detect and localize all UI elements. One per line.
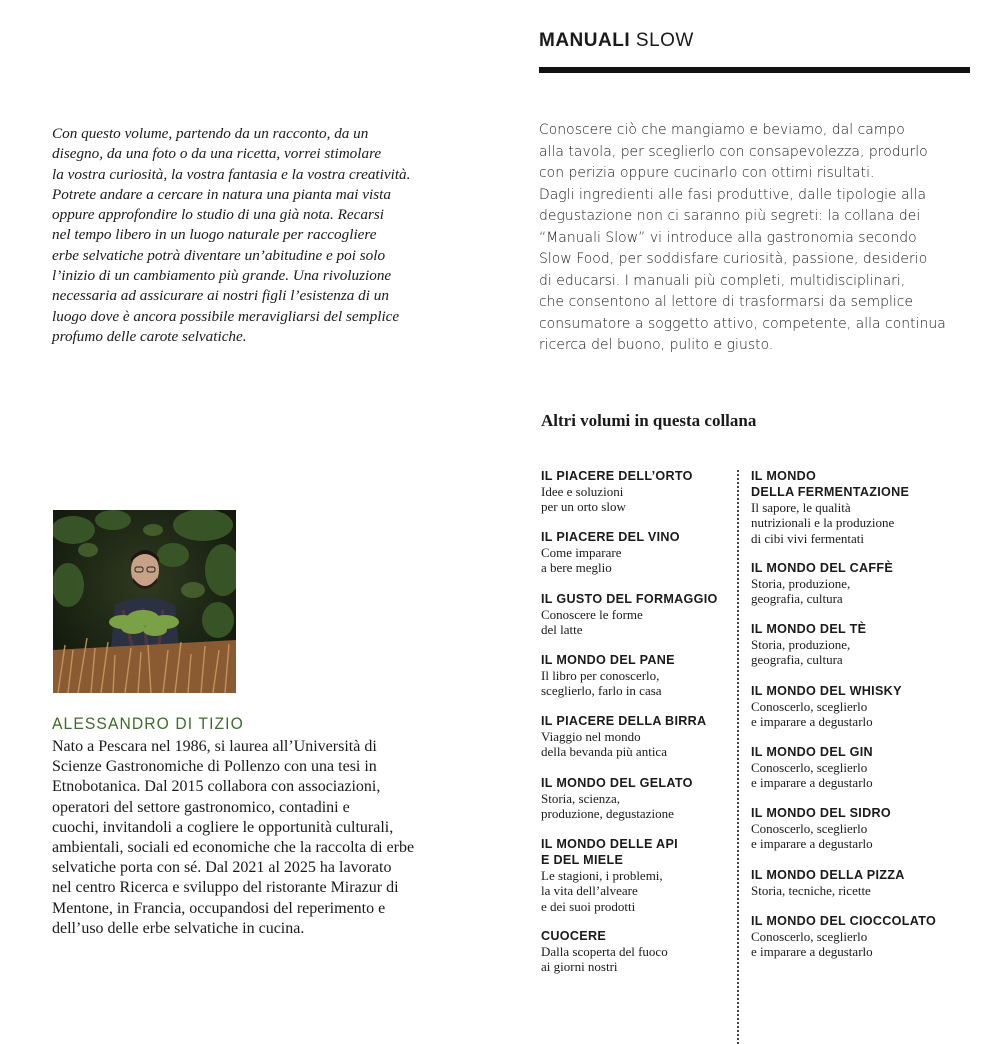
- intro-line: l’inizio di un cambiamento più grande. Una rivoluzione: [52, 267, 392, 285]
- book-title: IL MONDO: [751, 469, 817, 483]
- description-line: ricerca del buono, pulito e giusto.: [539, 337, 774, 353]
- bio-line: Etnobotanica. Dal 2015 collabora con associazioni,: [52, 778, 381, 796]
- book-item: [541, 468, 693, 515]
- book-subtitle: ai giorni nostri: [541, 959, 618, 975]
- book-item: [751, 621, 866, 668]
- book-title: IL PIACERE DELL’ORTO: [541, 469, 693, 483]
- description-line: “Manuali Slow” vi introduce alla gastronomia secondo: [539, 229, 917, 246]
- description-line: Conoscere ciò che mangiamo e beviamo, dal campo: [539, 122, 905, 138]
- book-item: [751, 744, 873, 791]
- book-subtitle: della bevanda più antica: [541, 744, 667, 760]
- bio-line: selvatiche porta con sé. Dal 2021 al 2025 ha lavorato: [52, 859, 392, 877]
- book-title: IL GUSTO DEL FORMAGGIO: [541, 592, 718, 606]
- book-title: IL MONDO DEL GIN: [751, 745, 873, 759]
- book-subtitle: per un orto slow: [541, 499, 626, 515]
- book-subtitle: e imparare a degustarlo: [751, 944, 873, 960]
- series-title: [539, 30, 694, 52]
- intro-paragraph: [52, 124, 452, 347]
- book-subtitle: Conoscere le forme: [541, 607, 643, 622]
- bio-line: nel centro Ricerca e sviluppo del ristorante Mirazur di: [52, 879, 399, 897]
- book-subtitle: Il libro per conoscerlo,: [541, 668, 660, 683]
- book-subtitle: produzione, degustazione: [541, 806, 674, 822]
- book-subtitle: Conoscerlo, sceglierlo: [751, 699, 868, 714]
- book-subtitle: Storia, produzione,: [751, 576, 851, 591]
- book-item: [541, 529, 680, 576]
- book-item: [751, 913, 936, 960]
- intro-line: erbe selvatiche potrà diventare un’abitudine e poi solo: [52, 246, 386, 264]
- column-divider: [737, 470, 739, 1044]
- book-title: IL MONDO DEL TÈ: [751, 622, 867, 636]
- book-subtitle: Conoscerlo, sceglierlo: [751, 760, 868, 775]
- book-title: IL PIACERE DELLA BIRRA: [541, 714, 707, 728]
- other-volumes-heading: Altri volumi in questa collana: [541, 411, 757, 430]
- book-subtitle: Storia, scienza,: [541, 791, 621, 806]
- book-subtitle: Le stagioni, i problemi,: [541, 868, 663, 883]
- book-subtitle: sceglierlo, farlo in casa: [541, 683, 662, 699]
- book-title: CUOCERE: [541, 929, 607, 943]
- book-subtitle: Storia, tecniche, ricette: [751, 883, 871, 898]
- description-line: Slow Food, per soddisfare curiosità, passione, desiderio: [539, 251, 928, 267]
- book-subtitle: Dalla scoperta del fuoco: [541, 944, 668, 959]
- description-line: degustazione non ci saranno più segreti: la collana dei: [539, 208, 921, 224]
- bio-line: Nato a Pescara nel 1986, si laurea all’Università di: [52, 738, 377, 755]
- intro-line: Potrete andare a cercare in natura una pianta mai vista: [52, 185, 391, 203]
- book-title: IL MONDO DEL CIOCCOLATO: [751, 914, 937, 928]
- book-subtitle: Storia, produzione,: [751, 637, 851, 652]
- book-item: [541, 713, 706, 760]
- description-line: che consentono al lettore di trasformarsi da semplice: [539, 294, 914, 310]
- book-item: [541, 652, 675, 699]
- intro-line: disegno, da una foto o da una ricetta, vorrei stimolare: [52, 145, 382, 163]
- book-subtitle: Idee e soluzioni: [541, 484, 624, 499]
- book-item: [541, 591, 718, 638]
- bio-line: dell’uso delle erbe selvatiche in cucina.: [52, 919, 305, 937]
- description-line: di educarsi. I manuali più completi, multidisciplinari,: [539, 272, 906, 289]
- description-line: alla tavola, per sceglierlo con consapevolezza, produrlo: [539, 143, 928, 160]
- book-subtitle: Viaggio nel mondo: [541, 729, 641, 744]
- author-photo: [53, 510, 236, 693]
- book-title: IL MONDO DELLA PIZZA: [751, 868, 905, 882]
- book-subtitle: geografia, cultura: [751, 591, 843, 607]
- book-title: IL PIACERE DEL VINO: [541, 530, 680, 544]
- book-item: [751, 683, 902, 730]
- book-subtitle: e dei suoi prodotti: [541, 898, 636, 914]
- book-item: [751, 468, 909, 546]
- book-subtitle: geografia, cultura: [751, 652, 843, 668]
- series-title-light: SLOW: [635, 30, 694, 51]
- author-bio: [52, 737, 462, 939]
- book-item: [751, 867, 905, 898]
- book-title: IL MONDO DELLE API: [541, 837, 678, 851]
- intro-line: necessaria ad assicurare ai nostri figli l’esistenza di un: [52, 287, 389, 305]
- series-title-strong: MANUALI: [539, 30, 631, 51]
- description-line: con perizia oppure cucinarlo con ottimi risultati.: [539, 165, 875, 181]
- book-title: IL MONDO DEL GELATO: [541, 776, 693, 790]
- book-subtitle: Conoscerlo, sceglierlo: [751, 929, 868, 944]
- header-rule: [539, 67, 970, 73]
- book-title: DELLA FERMENTAZIONE: [751, 485, 910, 499]
- book-item: [541, 775, 693, 822]
- book-subtitle: la vita dell’alveare: [541, 883, 638, 899]
- book-subtitle: Il sapore, le qualità: [751, 500, 851, 515]
- book-title: IL MONDO DEL SIDRO: [751, 806, 891, 820]
- book-subtitle: e imparare a degustarlo: [751, 714, 873, 730]
- author-name: ALESSANDRO DI TIZIO: [52, 714, 244, 733]
- book-item: [751, 805, 891, 852]
- intro-line: nel tempo libero in un luogo naturale per raccogliere: [52, 226, 377, 244]
- book-subtitle: a bere meglio: [541, 560, 612, 576]
- book-title: IL MONDO DEL CAFFÈ: [751, 561, 894, 575]
- book-title: IL MONDO DEL PANE: [541, 653, 675, 667]
- intro-line: luogo dove è ancora possibile meravigliarsi del semplice: [52, 307, 400, 325]
- intro-line: Con questo volume, partendo da un racconto, da un: [52, 125, 369, 142]
- book-subtitle: Conoscerlo, sceglierlo: [751, 821, 868, 836]
- book-title: E DEL MIELE: [541, 853, 624, 867]
- intro-line: profumo delle carote selvatiche.: [52, 327, 247, 345]
- bio-line: Mentone, in Francia, occupandosi del reperimento e: [52, 899, 386, 917]
- intro-line: la vostra curiosità, la vostra fantasia e la vostra creatività.: [52, 165, 411, 183]
- book-subtitle: di cibi vivi fermentati: [751, 530, 864, 546]
- description-line: consumatore a soggetto attivo, competente, alla continua: [539, 315, 946, 332]
- series-description: [539, 120, 979, 357]
- book-subtitle: e imparare a degustarlo: [751, 775, 873, 791]
- book-subtitle: e imparare a degustarlo: [751, 836, 873, 852]
- bio-line: operatori del settore gastronomico, contadini e: [52, 798, 350, 816]
- book-item: [751, 560, 893, 607]
- book-subtitle: nutrizionali e la produzione: [751, 515, 895, 531]
- book-item: [541, 928, 668, 975]
- bio-line: ambientali, sociali ed economiche che la raccolta di erbe: [52, 839, 415, 857]
- intro-line: oppure approfondire lo studio di una già nota. Recarsi: [52, 206, 385, 224]
- description-line: Dagli ingredienti alle fasi produttive, dalle tipologie alla: [539, 186, 927, 203]
- book-subtitle: del latte: [541, 622, 583, 638]
- bio-line: Scienze Gastronomiche di Pollenzo con una tesi in: [52, 758, 377, 776]
- book-title: IL MONDO DEL WHISKY: [751, 684, 902, 698]
- book-subtitle: Come imparare: [541, 545, 622, 560]
- bio-line: cuochi, invitandoli a cogliere le opportunità culturali,: [52, 818, 394, 836]
- book-item: [541, 836, 678, 914]
